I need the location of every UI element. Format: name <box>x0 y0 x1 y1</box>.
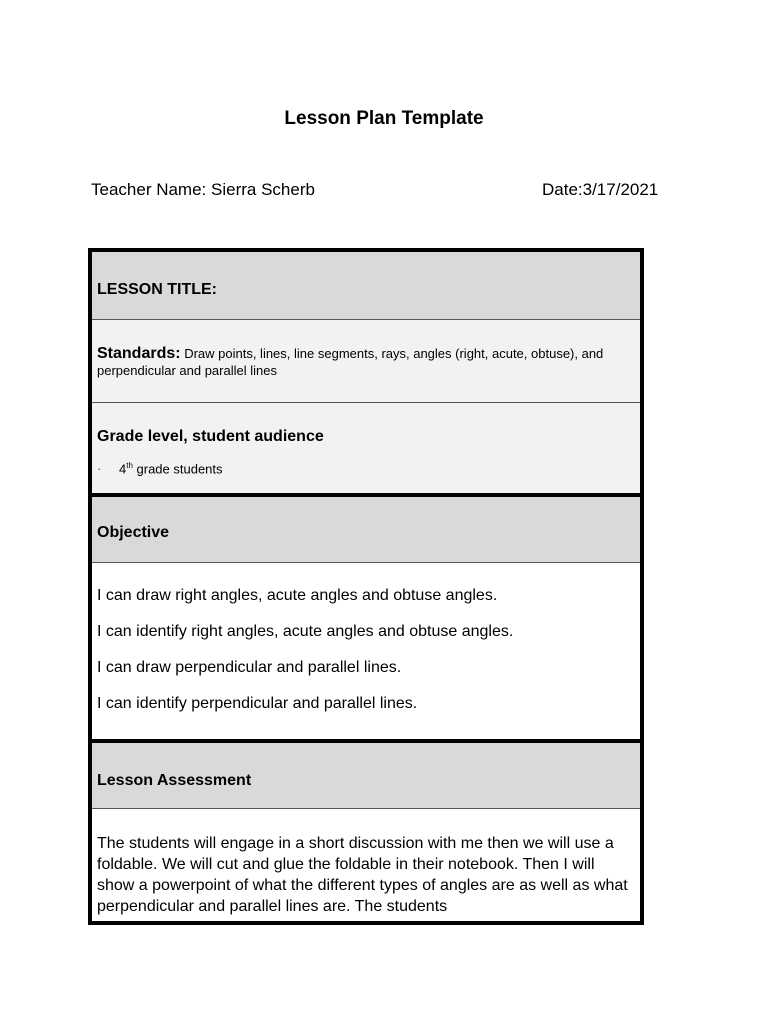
objective-item: I can draw perpendicular and parallel lines. <box>97 659 402 676</box>
teacher-name: Teacher Name: Sierra Scherb <box>91 180 315 199</box>
standards-label: Standards: <box>97 345 181 362</box>
grade-ordinal-suffix: th <box>126 461 133 470</box>
assessment-body-row <box>92 808 640 925</box>
grade-number: 4 <box>119 461 127 477</box>
standards-row <box>92 319 640 402</box>
objective-item: I can draw right angles, acute angles and obtuse angles. <box>97 587 498 604</box>
standards-text: Draw points, lines, line segments, rays, angles (right, acute, obtuse), and perpendicular and parallel lines <box>97 346 604 378</box>
lesson-plan-table <box>88 248 644 925</box>
grade-level-label: Grade level, student audience <box>97 428 324 445</box>
document-title: Lesson Plan Template <box>284 108 484 129</box>
objective-list <box>97 587 513 731</box>
assessment-row <box>92 739 640 808</box>
lesson-title-label: LESSON TITLE: <box>97 281 217 298</box>
assessment-label: Lesson Assessment <box>97 772 252 789</box>
objective-list-row <box>92 562 640 739</box>
grade-level-row <box>92 402 640 493</box>
objective-row <box>92 493 640 562</box>
lesson-title-row <box>92 252 640 319</box>
grade-text: grade students <box>132 461 223 477</box>
objective-item: I can identify perpendicular and parallel lines. <box>97 695 418 712</box>
assessment-text: The students will engage in a short discussion with me then we will use a foldable. We will cut and glue the foldable in their notebook. Then I will show a powerpoint of what the different types of angles are as well as what perpendicular and parallel lines are. The students <box>97 835 628 915</box>
bullet-dot: · <box>97 461 102 477</box>
objective-label: Objective <box>97 524 170 541</box>
standards-content <box>97 345 632 379</box>
lesson-date: Date:3/17/2021 <box>542 180 659 199</box>
objective-item: I can identify right angles, acute angles and obtuse angles. <box>97 623 514 640</box>
grade-bullet-item <box>97 461 223 476</box>
